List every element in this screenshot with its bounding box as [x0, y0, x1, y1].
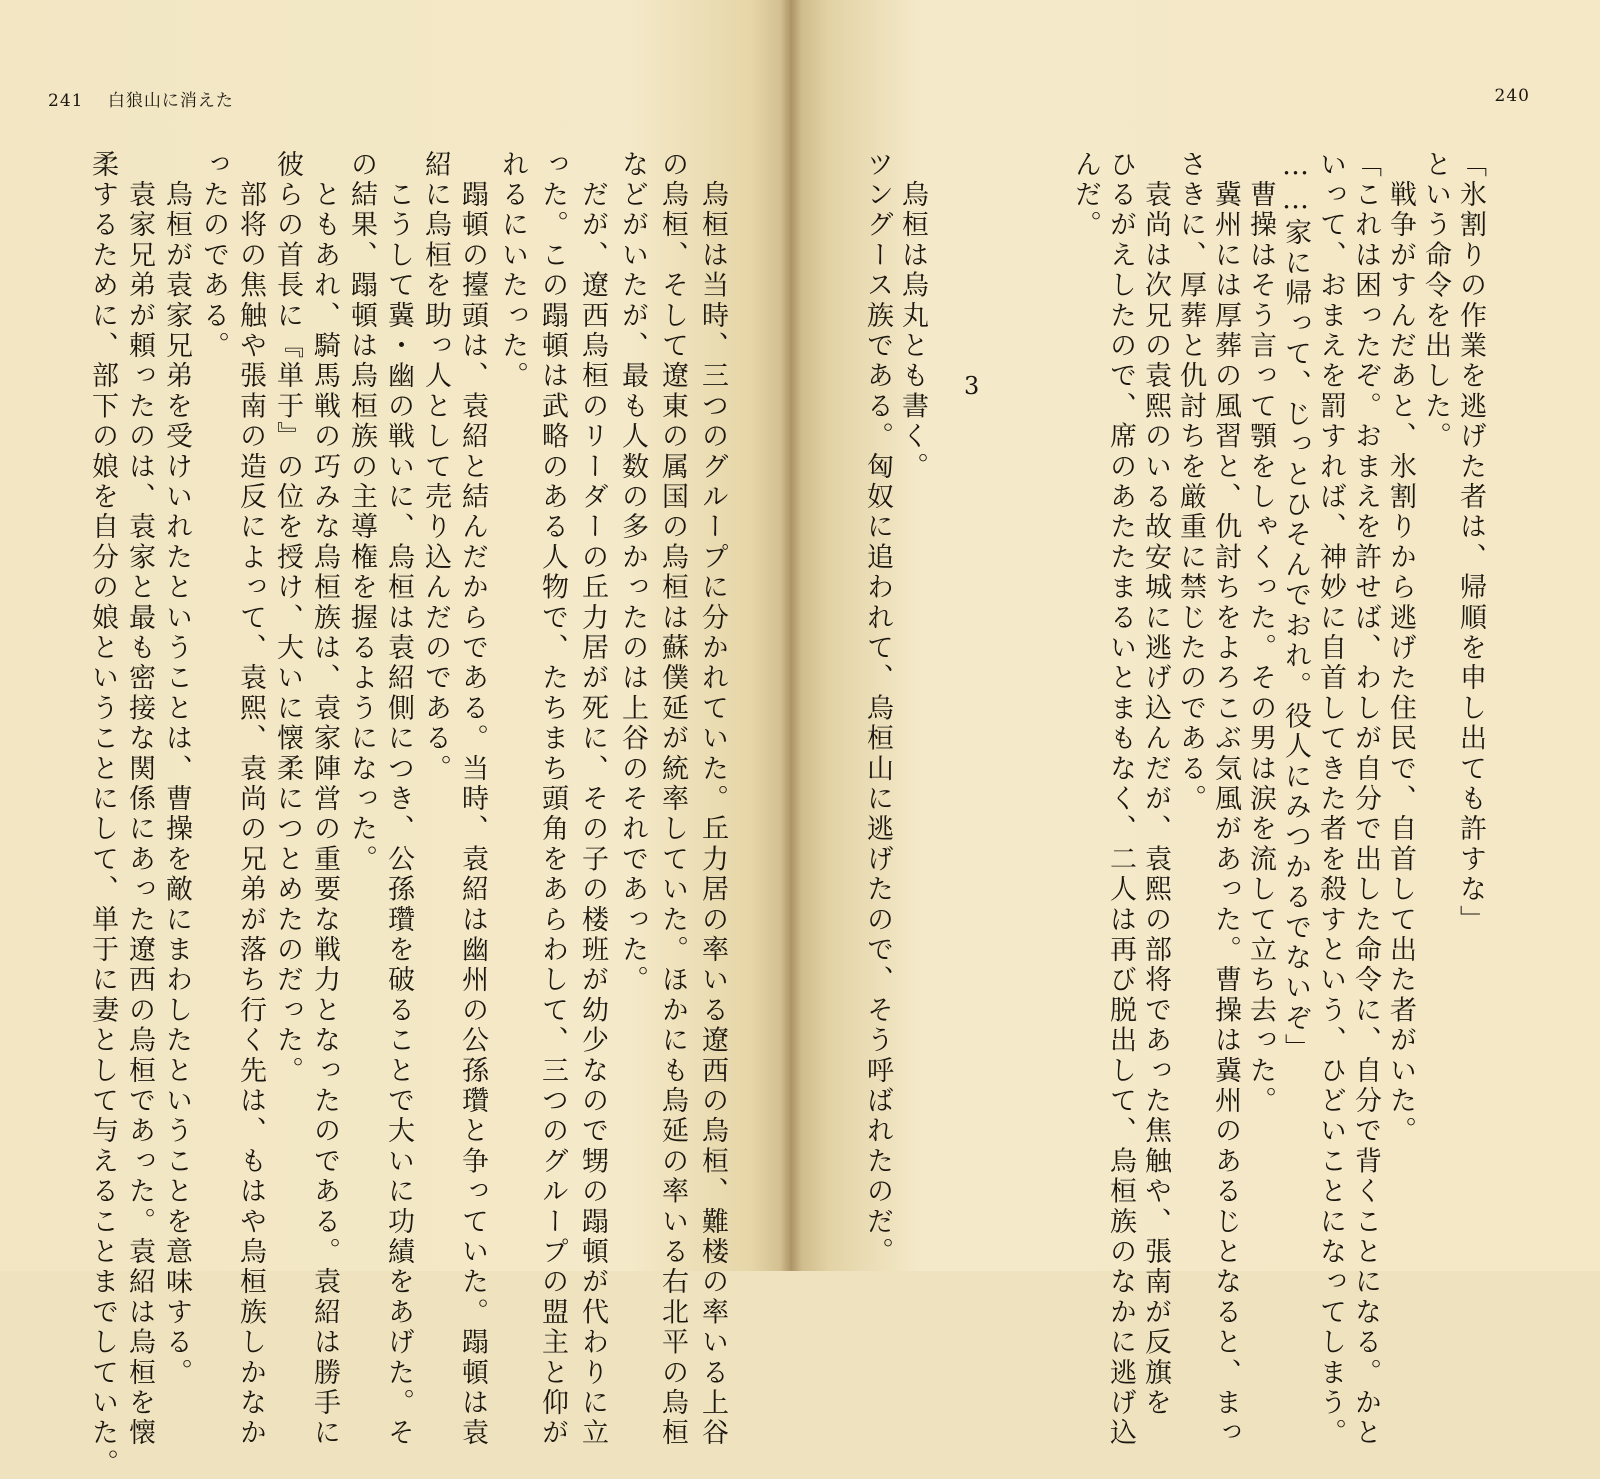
left-page-header	[48, 86, 234, 111]
text-line: 烏桓は烏丸とも書く。	[897, 150, 928, 483]
text-line: 袁家兄弟が頼ったのは、袁家と最も密接な関係にあった遼西の烏桓であった。袁紹は烏桓を懐	[124, 150, 155, 1449]
text-line: ……家に帰って、じっとひそんでおれ。役人にみつかるでないぞ」	[1280, 150, 1311, 1064]
text-line: 烏桓は当時、三つのグループに分かれていた。丘力居の率いる遼西の烏桓、難楼の率いる上谷	[697, 150, 728, 1449]
text-line: 冀州には厚葬の風習と、仇討ちをよろこぶ気風があった。曹操は冀州のあるじとなると、まっ	[1210, 150, 1241, 1449]
text-line: 袁尚は次兄の袁熙のいる故安城に逃げ込んだが、袁熙の部将であった焦触や、張南が反旗を	[1140, 150, 1171, 1419]
text-line: こうして冀・幽の戦いに、烏桓は袁紹側につき、公孫瓚を破ることで大いに功績をあげた。そ	[383, 150, 414, 1449]
text-line: 曹操はそう言って顎をしゃくった。その男は涙を流して立ち去った。	[1245, 150, 1276, 1117]
text-line: という命令を出した。	[1420, 150, 1451, 452]
text-line: さきに、厚葬と仇討ちを厳重に禁じたのである。	[1175, 150, 1206, 815]
text-line: ともあれ、騎馬戦の巧みな烏桓族は、袁家陣営の重要な戦力となったのである。袁紹は勝手に	[309, 150, 340, 1449]
text-line: れるにいたった。	[497, 150, 528, 392]
text-line: などがいたが、最も人数の多かったのは上谷のそれであった。	[617, 150, 648, 996]
text-line: 蹋頓の擡頭は、袁紹と結んだからである。当時、袁紹は幽州の公孫瓚と争っていた。蹋頓は袁	[457, 150, 488, 1449]
text-line: 烏桓が袁家兄弟を受けいれたということは、曹操を敵にまわしたということを意味する。	[161, 150, 192, 1389]
text-line: った。この蹋頓は武略のある人物で、たちまち頭角をあらわして、三つのグループの盟主と仰が	[537, 150, 568, 1449]
text-line: 部将の焦触や張南の造反によって、袁熙、袁尚の兄弟が落ち行く先は、もはや烏桓族しかなか	[235, 150, 266, 1449]
text-line: 紹に烏桓を助っ人として売り込んだのである。	[420, 150, 451, 785]
right-page-number: 240	[1494, 86, 1530, 106]
text-line: の結果、蹋頓は烏桓族の主導権を握るようになった。	[346, 150, 377, 875]
text-line: ひるがえしたので、席のあたたまるいとまもなく、二人は再び脱出して、烏桓族のなかに逃げ込	[1105, 150, 1136, 1449]
text-line: 「氷割りの作業を逃げた者は、帰順を申し出ても許すな」	[1455, 150, 1486, 936]
section-number: 3	[964, 372, 980, 400]
text-line: の烏桓、そして遼東の属国の烏桓は蘇僕延が統率していた。ほかにも烏延の率いる右北平の烏桓	[657, 150, 688, 1449]
text-line: 彼らの首長に『単于』の位を授け、大いに懐柔につとめたのだった。	[272, 150, 303, 1087]
text-line: んだ。	[1070, 150, 1101, 241]
text-line: いって、おまえを罰すれば、神妙に自首してきた者を殺すという、ひどいことになってしまう。	[1315, 150, 1346, 1449]
text-line: だが、遼西烏桓のリーダーの丘力居が死に、その子の楼班が幼少なので甥の蹋頓が代わりに立	[577, 150, 608, 1449]
text-line: ったのである。	[198, 150, 229, 362]
text-line: 「これは困ったぞ。おまえを許せば、わしが自分で出した命令に、自分で背くことになる。かと	[1350, 150, 1381, 1449]
text-line: 柔するために、部下の娘を自分の娘ということにして、単于に妻として与えることまでしていた。	[87, 150, 118, 1479]
left-page-number: 241	[48, 91, 84, 111]
book-gutter	[780, 0, 802, 1271]
running-title: 白狼山に消えた	[107, 91, 234, 111]
text-line: ツングース族である。匈奴に追われて、烏桓山に逃げたので、そう呼ばれたのだ。	[862, 150, 893, 1268]
text-line: 戦争がすんだあと、氷割りから逃げた住民で、自首して出た者がいた。	[1385, 150, 1416, 1147]
